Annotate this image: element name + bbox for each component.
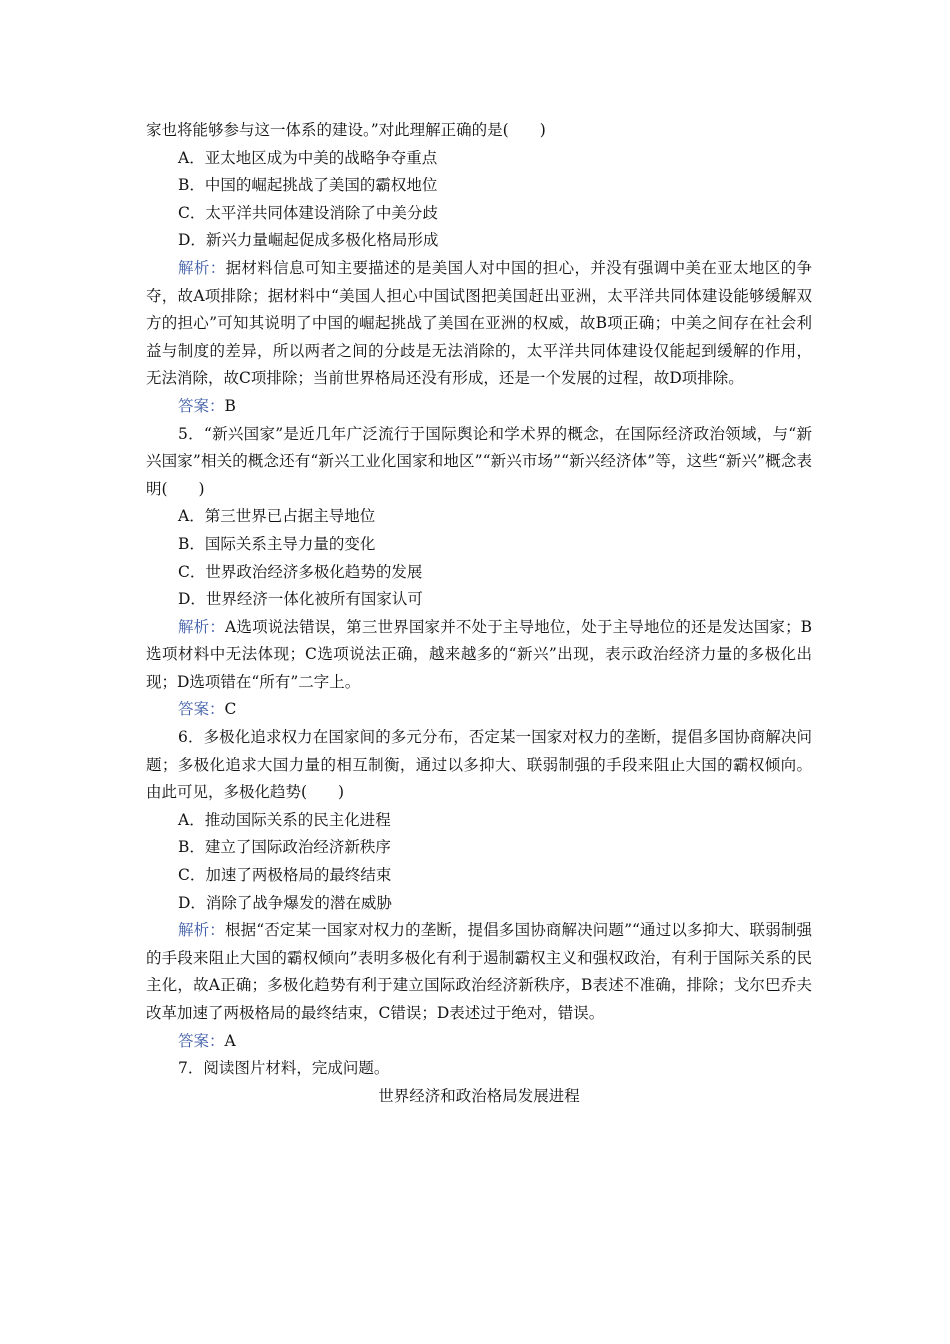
- q4-option-c: C．太平洋共同体建设消除了中美分歧: [178, 203, 438, 222]
- q5-answer-label: 答案：: [178, 700, 225, 719]
- q5-answer-value: C: [224, 700, 237, 719]
- q6-analysis-text: 根据“否定某一国家对权力的垄断，提倡多国协商解决问题”“通过以多抑大、联弱制强的手段来阻止大国的霸权倾向”表明多极化有利于遏制霸权主义和强权政治，有利于国际关系的民主化，故A正确；多极化趋势有利于建立国际政治经济新秩序，B表述不准确，排除；戈尔巴乔夫改革加速了两极格局的最终结束，C错误；D表述过于绝对，错误。: [146, 921, 812, 1022]
- q4-option-b: B．中国的崛起挑战了美国的霸权地位: [178, 176, 438, 195]
- q4-option-d: D．新兴力量崛起促成多极化格局形成: [178, 231, 439, 250]
- q4-analysis-label: 解析：: [178, 258, 226, 277]
- q6-analysis-label: 解析：: [178, 921, 225, 940]
- q5-analysis: [146, 614, 812, 697]
- q5-analysis-text: A选项说法错误，第三世界国家并不处于主导地位，处于主导地位的还是发达国家；B选项材料中无法体现；C选项说法正确，越来越多的“新兴”出现，表示政治经济力量的多极化出现；D选项错在“所有”二字上。: [146, 617, 812, 691]
- q5-analysis-label: 解析：: [178, 617, 226, 636]
- q5-stem: 5．“新兴国家”是近几年广泛流行于国际舆论和学术界的概念，在国际经济政治领域，与“新兴国家”相关的概念还有“新兴工业化国家和地区”“新兴市场”“新兴经济体”等，这些“新兴”概念表明( ): [146, 424, 812, 498]
- q6-answer: [146, 1028, 812, 1056]
- q4-answer: [146, 393, 812, 421]
- q6-stem: 6．多极化追求权力在国家间的多元分布，否定某一国家对权力的垄断，提倡多国协商解决问题；多极化追求大国力量的相互制衡，通过以多抑大、联弱制强的手段来阻止大国的霸权倾向。由此可见，多极化趋势( ): [146, 728, 812, 802]
- q5-answer: [146, 696, 812, 724]
- q6-analysis: [146, 917, 812, 1027]
- document-page: [146, 117, 812, 1110]
- q5-option-d: D．世界经济一体化被所有国家认可: [178, 590, 423, 609]
- q5-option-b: B．国际关系主导力量的变化: [178, 534, 376, 553]
- q7-figure-title: 世界经济和政治格局发展进程: [378, 1086, 580, 1105]
- q4-stem-tail: 家也将能够参与这一体系的建设。”对此理解正确的是( ): [146, 121, 546, 139]
- q6-option-d: D．消除了战争爆发的潜在威胁: [178, 893, 392, 912]
- q4-answer-label: 答案：: [178, 396, 225, 415]
- q6-answer-value: A: [224, 1031, 236, 1050]
- q4-option-a: A．亚太地区成为中美的战略争夺重点: [178, 148, 438, 167]
- q6-option-b: B．建立了国际政治经济新秩序: [178, 838, 391, 857]
- q4-analysis: [146, 255, 812, 393]
- q6-answer-label: 答案：: [178, 1031, 225, 1050]
- q5-option-a: A．第三世界已占据主导地位: [178, 507, 376, 526]
- q6-option-c: C．加速了两极格局的最终结束: [178, 866, 392, 885]
- q4-analysis-text: 据材料信息可知主要描述的是美国人对中国的担心，并没有强调中美在亚太地区的争夺，故A项排除；据材料中“美国人担心中国试图把美国赶出亚洲，太平洋共同体建设能够缓解双方的担心”可知其说明了中国的崛起挑战了美国在亚洲的权威，故B项正确；中美之间存在社会利益与制度的差异，所以两者之间的分歧是无法消除的，太平洋共同体建设仅能起到缓解的作用，无法消除，故C项排除；当前世界格局还没有形成，还是一个发展的过程，故D项排除。: [146, 258, 812, 388]
- q7-stem: 7．阅读图片材料，完成问题。: [178, 1059, 390, 1078]
- q6-option-a: A．推动国际关系的民主化进程: [178, 810, 391, 829]
- q4-answer-value: B: [224, 396, 236, 415]
- q5-option-c: C．世界政治经济多极化趋势的发展: [178, 562, 423, 581]
